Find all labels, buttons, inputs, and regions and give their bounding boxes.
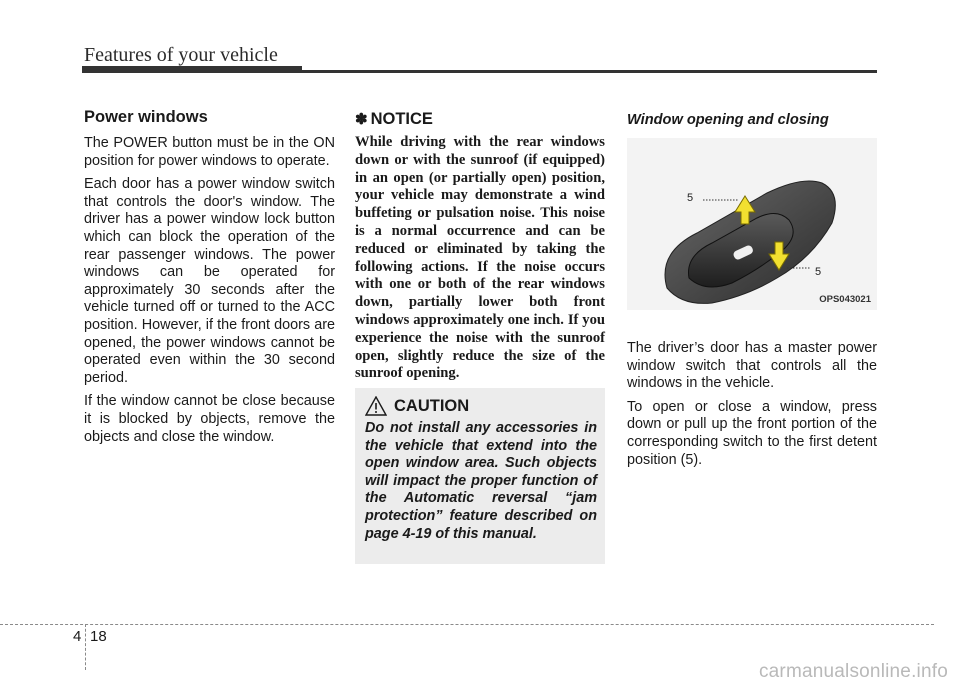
window-section-heading: Window opening and closing <box>627 112 829 128</box>
header-rule-thin <box>300 70 877 73</box>
notice-heading <box>355 110 605 129</box>
warning-triangle-icon <box>365 396 387 416</box>
window-switch-figure <box>627 138 877 310</box>
watermark: carmanualsonline.info <box>758 661 948 682</box>
caution-heading <box>365 396 469 416</box>
notice-star-icon: ✽ <box>355 111 368 128</box>
footer-dashed-rule <box>0 624 934 625</box>
figure-callout-top: 5 <box>687 192 694 204</box>
power-windows-paragraph: The POWER button must be in the ON position for power windows to operate. <box>84 135 335 169</box>
chapter-number: 4 <box>73 628 82 645</box>
power-windows-paragraph: If the window cannot be close because it is blocked by objects, remove the objects and close the window. <box>84 393 335 445</box>
window-section-paragraph: The driver’s door has a master power window switch that controls all the windows in the vehicle. <box>627 340 877 392</box>
power-windows-heading: Power windows <box>84 108 208 126</box>
footer-dashed-divider <box>85 624 86 670</box>
window-section-heading-wrap <box>627 108 877 128</box>
caution-title: CAUTION <box>394 396 470 415</box>
window-section-paragraph: To open or close a window, press down or pull up the front portion of the corresponding switch to the first detent position (5). <box>627 398 877 468</box>
header-rule-thick <box>82 66 302 73</box>
notice-text: While driving with the rear windows down or with the sunroof (if equipped) in an open (or partially open) position, your vehicle may demonstrate a wind buffeting or pulsation noise. This noise is a normal occurrence and can be reduced or eliminated by taking the following actions. If the noise occurs with one or both of the rear windows down, partially lower both front windows approximately one inch. If you experience the noise with the sunroof open, slightly reduce the size of the sunroof opening. <box>355 134 605 382</box>
window-switch-illustration <box>627 138 877 310</box>
power-windows-paragraph: Each door has a power window switch that controls the door's window. The driver has a power window lock button which can block the operation of the rear passenger windows. The power windows can be operated for approximately 30 seconds after the vehicle turned off or turned to the ACC position. However, if the front doors are opened, the power windows cannot be operated even within the 30 second period. <box>84 176 335 386</box>
power-windows-section <box>84 108 335 452</box>
page-number: 18 <box>90 628 107 645</box>
page-header-title: Features of your vehicle <box>84 44 278 66</box>
notice-title: NOTICE <box>370 110 433 128</box>
figure-callout-bottom: 5 <box>815 266 822 278</box>
notice-section <box>355 104 605 383</box>
caution-box <box>355 388 605 564</box>
figure-code: OPS043021 <box>819 294 871 305</box>
caution-text: Do not install any accessories in the vehicle that extend into the open window area. Such objects will impact the proper function of the Automatic reversal “jam protection” feature described on page 4-19 of this manual. <box>365 420 597 542</box>
window-section-body <box>627 340 877 475</box>
